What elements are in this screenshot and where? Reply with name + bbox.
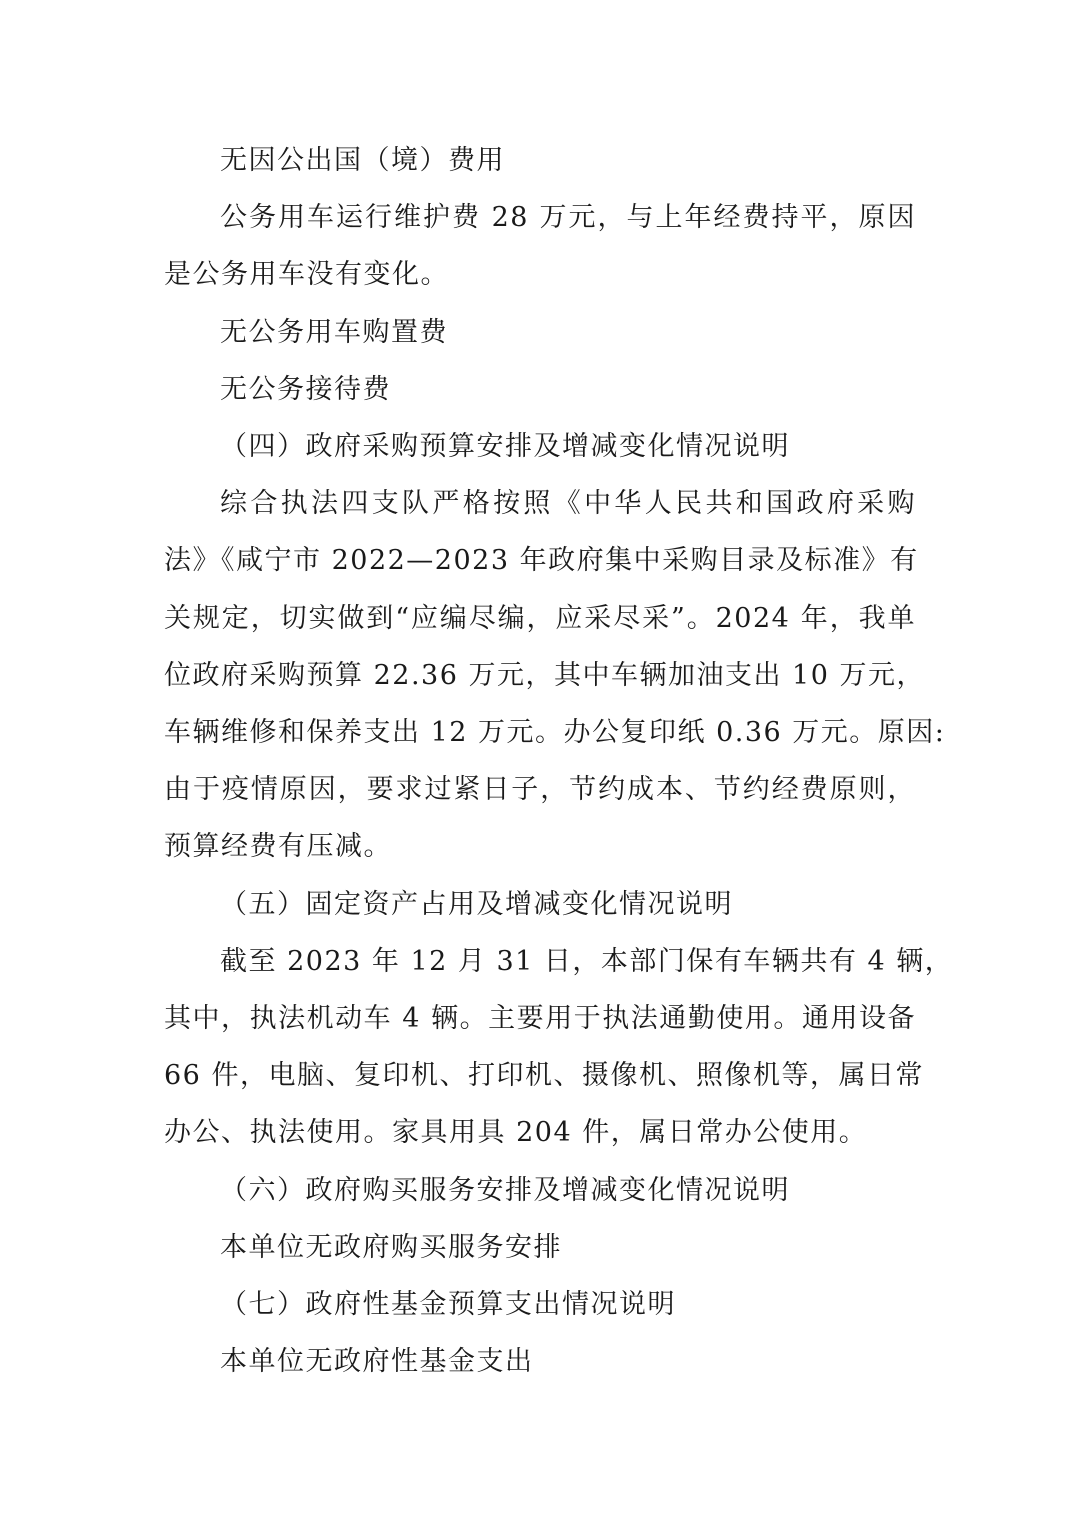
paragraph-procurement-line7: 预算经费有压减。 [164,831,392,863]
paragraph-no-overseas-travel: 无因公出国（境）费用 [220,145,505,176]
paragraph-procurement-line5: 车辆维修和保养支出 12 万元。办公复印纸 0.36 万元。原因: [164,717,946,749]
paragraph-fixed-assets-line3: 66 件，电脑、复印机、打印机、摄像机、照像机等，属日常 [164,1060,924,1092]
paragraph-vehicle-maintenance-line2: 是公务用车没有变化。 [164,259,449,291]
paragraph-procurement-line4: 位政府采购预算 22.36 万元，其中车辆加油支出 10 万元， [164,659,925,691]
section-heading-fixed-assets: （五）固定资产占用及增减变化情况说明 [220,888,733,920]
paragraph-fixed-assets-line4: 办公、执法使用。家具用具 204 件，属日常办公使用。 [164,1117,868,1149]
paragraph-fixed-assets-line1: 截至 2023 年 12 月 31 日，本部门保有车辆共有 4 辆， [220,945,954,977]
section-heading-procurement: （四）政府采购预算安排及增减变化情况说明 [220,431,790,463]
paragraph-procurement-line3: 关规定，切实做到“应编尽编，应采尽采”。2024 年，我单 [164,602,916,634]
paragraph-vehicle-maintenance-line1: 公务用车运行维护费 28 万元，与上年经费持平，原因 [220,202,916,234]
paragraph-procurement-line2: 法》《咸宁市 2022—2023 年政府集中采购目录及标准》有 [164,545,919,577]
document-body [164,132,954,1390]
paragraph-no-government-funds: 本单位无政府性基金支出 [220,1346,534,1378]
paragraph-no-purchased-services: 本单位无政府购买服务安排 [220,1231,562,1263]
paragraph-no-reception: 无公务接待费 [220,373,391,405]
paragraph-fixed-assets-line2: 其中，执法机动车 4 辆。主要用于执法通勤使用。通用设备 [164,1003,916,1035]
paragraph-procurement-line6: 由于疫情原因，要求过紧日子，节约成本、节约经费原则， [164,774,916,806]
section-heading-government-funds: （七）政府性基金预算支出情况说明 [220,1289,676,1321]
paragraph-no-vehicle-purchase: 无公务用车购置费 [220,316,448,348]
section-heading-purchased-services: （六）政府购买服务安排及增减变化情况说明 [220,1174,790,1206]
paragraph-procurement-line1: 综合执法四支队严格按照《中华人民共和国政府采购 [220,488,916,520]
